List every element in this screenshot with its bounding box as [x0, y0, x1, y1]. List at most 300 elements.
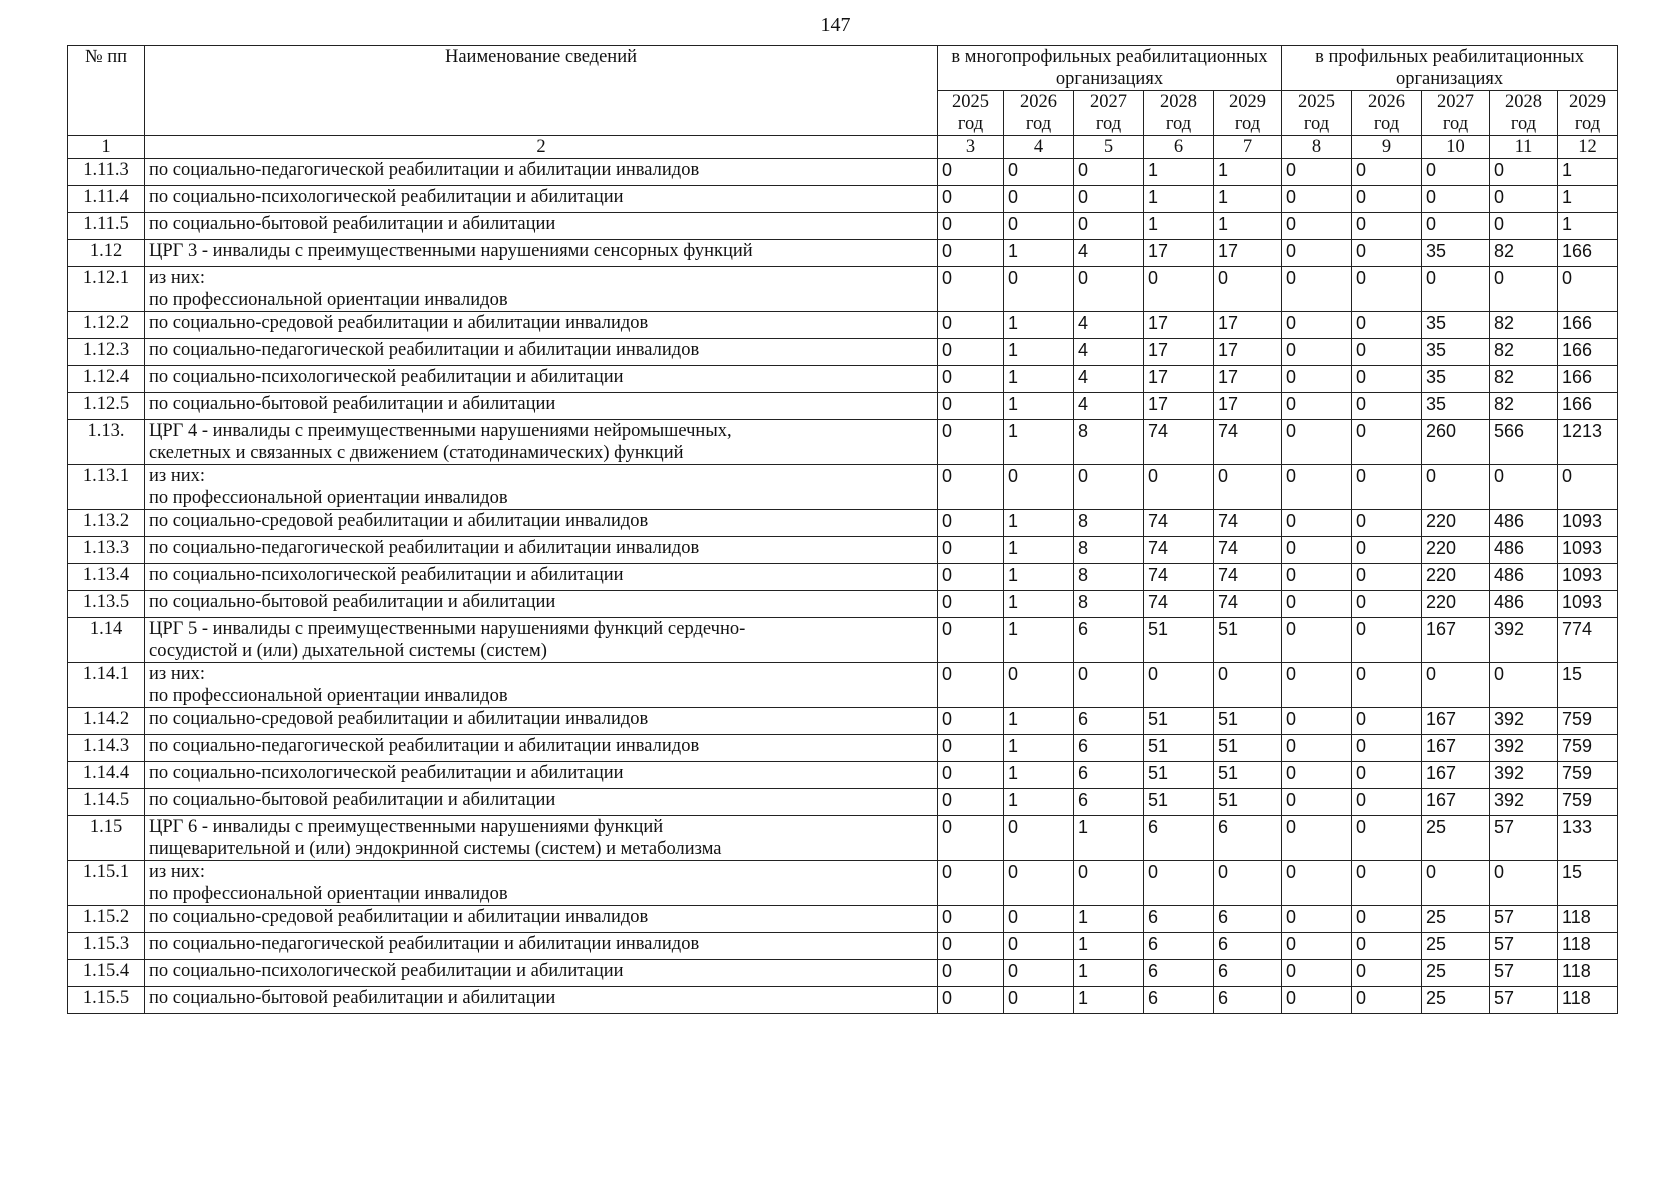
row-name-line: сосудистой и (или) дыхательной системы (систем): [149, 641, 547, 661]
row-name-line: по социально-средовой реабилитации и абилитации инвалидов: [149, 709, 649, 729]
value-cell: 0: [1352, 537, 1422, 564]
value-cell: 51: [1144, 789, 1214, 816]
row-number: 1.15: [68, 816, 145, 861]
column-number: 5: [1074, 136, 1144, 159]
value-cell: 6: [1144, 960, 1214, 987]
value-cell: 6: [1214, 906, 1282, 933]
value-cell: 0: [1352, 393, 1422, 420]
row-name-line: по профессиональной ориентации инвалидов: [149, 290, 508, 310]
value-cell: 0: [1352, 240, 1422, 267]
value-cell: 0: [1074, 465, 1144, 510]
column-number: 7: [1214, 136, 1282, 159]
value-cell: 0: [938, 537, 1004, 564]
value-cell: 167: [1422, 789, 1490, 816]
value-cell: 0: [1352, 789, 1422, 816]
row-name-line: по социально-бытовой реабилитации и абилитации: [149, 592, 556, 612]
value-cell: 0: [1352, 465, 1422, 510]
value-cell: 1: [1004, 240, 1074, 267]
value-cell: 57: [1490, 987, 1558, 1014]
value-cell: 0: [1214, 465, 1282, 510]
column-number: 11: [1490, 136, 1558, 159]
value-cell: 6: [1214, 933, 1282, 960]
value-cell: 0: [938, 510, 1004, 537]
column-number: 9: [1352, 136, 1422, 159]
value-cell: 0: [1144, 663, 1214, 708]
value-cell: 0: [938, 618, 1004, 663]
header-year: 2027 год: [1074, 91, 1144, 136]
value-cell: 17: [1214, 339, 1282, 366]
value-cell: 0: [1490, 186, 1558, 213]
value-cell: 759: [1558, 789, 1618, 816]
column-number: 4: [1004, 136, 1074, 159]
value-cell: 51: [1214, 618, 1282, 663]
value-cell: 0: [1352, 366, 1422, 393]
value-cell: 0: [1352, 312, 1422, 339]
table-row: [68, 339, 1618, 366]
row-name-line: скелетных и связанных с движением (статодинамических) функций: [149, 443, 684, 463]
value-cell: 167: [1422, 762, 1490, 789]
row-name-line: по социально-психологической реабилитации и абилитации: [149, 565, 624, 585]
value-cell: 6: [1074, 708, 1144, 735]
row-number: 1.12.3: [68, 339, 145, 366]
row-name-line: по социально-педагогической реабилитации и абилитации инвалидов: [149, 340, 700, 360]
value-cell: 1093: [1558, 510, 1618, 537]
row-name-line: по социально-бытовой реабилитации и абилитации: [149, 790, 556, 810]
row-name: [145, 393, 938, 420]
row-name-line: по профессиональной ориентации инвалидов: [149, 884, 508, 904]
value-cell: 0: [1352, 987, 1422, 1014]
value-cell: 220: [1422, 591, 1490, 618]
value-cell: 166: [1558, 339, 1618, 366]
value-cell: 8: [1074, 510, 1144, 537]
value-cell: 1: [1004, 762, 1074, 789]
value-cell: 1: [1004, 312, 1074, 339]
value-cell: 1: [1004, 735, 1074, 762]
value-cell: 4: [1074, 393, 1144, 420]
header-group-profile: в профильных реабилитационных организациях: [1282, 46, 1618, 91]
value-cell: 118: [1558, 906, 1618, 933]
value-cell: 0: [1144, 465, 1214, 510]
value-cell: 51: [1144, 618, 1214, 663]
value-cell: 6: [1074, 762, 1144, 789]
value-cell: 1: [1004, 564, 1074, 591]
table-row: [68, 393, 1618, 420]
table-row: [68, 510, 1618, 537]
row-name-line: ЦРГ 5 - инвалиды с преимущественными нарушениями функций сердечно-: [149, 619, 746, 639]
value-cell: 0: [1004, 186, 1074, 213]
value-cell: 260: [1422, 420, 1490, 465]
row-number: 1.13.3: [68, 537, 145, 564]
row-name-line: по социально-психологической реабилитации и абилитации: [149, 367, 624, 387]
value-cell: 1: [1004, 618, 1074, 663]
row-name: [145, 987, 938, 1014]
value-cell: 0: [1352, 186, 1422, 213]
value-cell: 0: [1282, 762, 1352, 789]
value-cell: 166: [1558, 366, 1618, 393]
value-cell: 1093: [1558, 537, 1618, 564]
row-number: 1.13.5: [68, 591, 145, 618]
value-cell: 0: [1352, 735, 1422, 762]
value-cell: 0: [1282, 312, 1352, 339]
header-year: 2029 год: [1214, 91, 1282, 136]
value-cell: 167: [1422, 708, 1490, 735]
value-cell: 0: [1074, 663, 1144, 708]
header-name: Наименование сведений: [145, 46, 938, 136]
value-cell: 0: [1490, 861, 1558, 906]
header-year: 2026 год: [1352, 91, 1422, 136]
value-cell: 759: [1558, 708, 1618, 735]
row-number: 1.12: [68, 240, 145, 267]
column-number: 10: [1422, 136, 1490, 159]
value-cell: 0: [1490, 663, 1558, 708]
value-cell: 1: [1004, 537, 1074, 564]
value-cell: 17: [1214, 240, 1282, 267]
row-name-line: по социально-средовой реабилитации и абилитации инвалидов: [149, 511, 649, 531]
value-cell: 0: [938, 816, 1004, 861]
row-name-line: по социально-психологической реабилитации и абилитации: [149, 763, 624, 783]
value-cell: 1: [1004, 420, 1074, 465]
table-row: [68, 762, 1618, 789]
value-cell: 486: [1490, 537, 1558, 564]
value-cell: 4: [1074, 240, 1144, 267]
row-name-line: из них:: [149, 466, 206, 486]
value-cell: 220: [1422, 537, 1490, 564]
value-cell: 392: [1490, 789, 1558, 816]
value-cell: 74: [1214, 591, 1282, 618]
value-cell: 6: [1074, 789, 1144, 816]
row-name-line: из них:: [149, 664, 206, 684]
row-name: [145, 267, 938, 312]
value-cell: 0: [938, 159, 1004, 186]
value-cell: 6: [1074, 735, 1144, 762]
row-number: 1.15.4: [68, 960, 145, 987]
row-name: [145, 159, 938, 186]
row-number: 1.14: [68, 618, 145, 663]
row-name: [145, 708, 938, 735]
value-cell: 0: [1558, 267, 1618, 312]
value-cell: 74: [1214, 510, 1282, 537]
row-number: 1.12.2: [68, 312, 145, 339]
value-cell: 35: [1422, 312, 1490, 339]
value-cell: 15: [1558, 663, 1618, 708]
value-cell: 0: [1282, 564, 1352, 591]
row-number: 1.14.5: [68, 789, 145, 816]
value-cell: 167: [1422, 618, 1490, 663]
value-cell: 51: [1214, 708, 1282, 735]
table-row: [68, 663, 1618, 708]
value-cell: 0: [1490, 213, 1558, 240]
value-cell: 0: [1352, 906, 1422, 933]
value-cell: 774: [1558, 618, 1618, 663]
table-row: [68, 213, 1618, 240]
value-cell: 1: [1004, 510, 1074, 537]
value-cell: 8: [1074, 537, 1144, 564]
row-name-line: ЦРГ 3 - инвалиды с преимущественными нарушениями сенсорных функций: [149, 241, 753, 261]
value-cell: 0: [938, 312, 1004, 339]
value-cell: 82: [1490, 312, 1558, 339]
row-number: 1.14.3: [68, 735, 145, 762]
value-cell: 0: [1004, 465, 1074, 510]
value-cell: 8: [1074, 591, 1144, 618]
value-cell: 1: [1144, 186, 1214, 213]
row-name: [145, 339, 938, 366]
row-name: [145, 213, 938, 240]
value-cell: 25: [1422, 987, 1490, 1014]
row-name-line: по социально-средовой реабилитации и абилитации инвалидов: [149, 313, 649, 333]
value-cell: 759: [1558, 762, 1618, 789]
row-number: 1.13.4: [68, 564, 145, 591]
value-cell: 25: [1422, 816, 1490, 861]
table-row: [68, 564, 1618, 591]
value-cell: 57: [1490, 816, 1558, 861]
value-cell: 35: [1422, 240, 1490, 267]
value-cell: 51: [1214, 789, 1282, 816]
value-cell: 0: [1352, 510, 1422, 537]
table-body: [68, 159, 1618, 1014]
header-year: 2029 год: [1558, 91, 1618, 136]
value-cell: 6: [1214, 960, 1282, 987]
value-cell: 392: [1490, 735, 1558, 762]
value-cell: 74: [1214, 537, 1282, 564]
row-name: [145, 564, 938, 591]
value-cell: 0: [1074, 861, 1144, 906]
value-cell: 220: [1422, 564, 1490, 591]
row-name: [145, 861, 938, 906]
value-cell: 1: [1004, 393, 1074, 420]
value-cell: 0: [938, 708, 1004, 735]
value-cell: 0: [938, 762, 1004, 789]
row-name-line: по социально-психологической реабилитации и абилитации: [149, 961, 624, 981]
value-cell: 220: [1422, 510, 1490, 537]
value-cell: 0: [938, 267, 1004, 312]
value-cell: 0: [938, 339, 1004, 366]
table-row: [68, 159, 1618, 186]
value-cell: 25: [1422, 906, 1490, 933]
value-cell: 8: [1074, 420, 1144, 465]
value-cell: 0: [1422, 159, 1490, 186]
value-cell: 0: [938, 906, 1004, 933]
value-cell: 57: [1490, 906, 1558, 933]
value-cell: 0: [1282, 240, 1352, 267]
column-numbers-row: [68, 136, 1618, 159]
column-number: 2: [145, 136, 938, 159]
value-cell: 0: [1282, 816, 1352, 861]
header-year: 2025 год: [938, 91, 1004, 136]
value-cell: 74: [1144, 510, 1214, 537]
value-cell: 82: [1490, 339, 1558, 366]
row-name-line: ЦРГ 4 - инвалиды с преимущественными нарушениями нейромышечных,: [149, 421, 732, 441]
value-cell: 0: [938, 960, 1004, 987]
row-name-line: по социально-бытовой реабилитации и абилитации: [149, 988, 556, 1008]
value-cell: 57: [1490, 933, 1558, 960]
value-cell: 0: [1352, 708, 1422, 735]
row-name: [145, 816, 938, 861]
value-cell: 0: [1352, 159, 1422, 186]
value-cell: 4: [1074, 366, 1144, 393]
value-cell: 1: [1074, 816, 1144, 861]
value-cell: 0: [1074, 186, 1144, 213]
value-cell: 0: [938, 591, 1004, 618]
row-name: [145, 960, 938, 987]
value-cell: 17: [1214, 366, 1282, 393]
table-row: [68, 312, 1618, 339]
row-name-line: по социально-средовой реабилитации и абилитации инвалидов: [149, 907, 649, 927]
column-number: 6: [1144, 136, 1214, 159]
value-cell: 1: [1144, 213, 1214, 240]
value-cell: 1: [1558, 213, 1618, 240]
row-name: [145, 906, 938, 933]
value-cell: 4: [1074, 312, 1144, 339]
value-cell: 0: [1352, 267, 1422, 312]
row-name-line: по социально-педагогической реабилитации и абилитации инвалидов: [149, 934, 700, 954]
value-cell: 0: [1144, 861, 1214, 906]
value-cell: 6: [1144, 933, 1214, 960]
value-cell: 6: [1214, 816, 1282, 861]
table-row: [68, 933, 1618, 960]
row-name: [145, 933, 938, 960]
row-number: 1.15.1: [68, 861, 145, 906]
value-cell: 486: [1490, 510, 1558, 537]
value-cell: 0: [1004, 906, 1074, 933]
value-cell: 0: [1074, 267, 1144, 312]
value-cell: 82: [1490, 393, 1558, 420]
table-row: [68, 987, 1618, 1014]
row-number: 1.12.5: [68, 393, 145, 420]
row-name: [145, 537, 938, 564]
row-number: 1.13.2: [68, 510, 145, 537]
row-name-line: по социально-бытовой реабилитации и абилитации: [149, 394, 556, 414]
value-cell: 1: [1214, 159, 1282, 186]
column-number: 12: [1558, 136, 1618, 159]
row-name: [145, 789, 938, 816]
value-cell: 0: [1004, 159, 1074, 186]
row-name-line: по профессиональной ориентации инвалидов: [149, 686, 508, 706]
value-cell: 57: [1490, 960, 1558, 987]
value-cell: 166: [1558, 240, 1618, 267]
row-number: 1.13.: [68, 420, 145, 465]
value-cell: 0: [1282, 465, 1352, 510]
value-cell: 0: [1422, 465, 1490, 510]
value-cell: 166: [1558, 393, 1618, 420]
value-cell: 0: [1004, 987, 1074, 1014]
value-cell: 8: [1074, 564, 1144, 591]
value-cell: 0: [1004, 861, 1074, 906]
value-cell: 35: [1422, 393, 1490, 420]
row-number: 1.12.4: [68, 366, 145, 393]
header-year: 2028 год: [1490, 91, 1558, 136]
header-year: 2027 год: [1422, 91, 1490, 136]
header-num: № пп: [68, 46, 145, 136]
value-cell: 1: [1074, 987, 1144, 1014]
value-cell: 0: [1004, 960, 1074, 987]
value-cell: 0: [1282, 987, 1352, 1014]
value-cell: 0: [1282, 861, 1352, 906]
row-name: [145, 618, 938, 663]
value-cell: 0: [1490, 267, 1558, 312]
row-name: [145, 735, 938, 762]
value-cell: 118: [1558, 987, 1618, 1014]
value-cell: 0: [1282, 618, 1352, 663]
value-cell: 566: [1490, 420, 1558, 465]
value-cell: 0: [1004, 933, 1074, 960]
row-number: 1.11.5: [68, 213, 145, 240]
value-cell: 392: [1490, 762, 1558, 789]
value-cell: 17: [1144, 312, 1214, 339]
value-cell: 0: [1282, 960, 1352, 987]
value-cell: 0: [938, 861, 1004, 906]
row-number: 1.13.1: [68, 465, 145, 510]
value-cell: 759: [1558, 735, 1618, 762]
value-cell: 0: [1422, 861, 1490, 906]
value-cell: 0: [938, 465, 1004, 510]
value-cell: 0: [1282, 366, 1352, 393]
value-cell: 1: [1074, 906, 1144, 933]
value-cell: 0: [1352, 339, 1422, 366]
row-number: 1.12.1: [68, 267, 145, 312]
value-cell: 51: [1144, 735, 1214, 762]
value-cell: 0: [938, 240, 1004, 267]
value-cell: 0: [1352, 933, 1422, 960]
value-cell: 17: [1214, 393, 1282, 420]
value-cell: 17: [1214, 312, 1282, 339]
data-table: [67, 45, 1618, 1014]
value-cell: 6: [1144, 987, 1214, 1014]
value-cell: 0: [1282, 735, 1352, 762]
value-cell: 51: [1214, 762, 1282, 789]
value-cell: 0: [1422, 186, 1490, 213]
value-cell: 392: [1490, 618, 1558, 663]
row-name: [145, 186, 938, 213]
value-cell: 1: [1558, 159, 1618, 186]
value-cell: 0: [1282, 159, 1352, 186]
value-cell: 0: [1004, 213, 1074, 240]
value-cell: 0: [1214, 861, 1282, 906]
value-cell: 1: [1004, 708, 1074, 735]
table-row: [68, 366, 1618, 393]
value-cell: 0: [1282, 393, 1352, 420]
value-cell: 74: [1144, 591, 1214, 618]
value-cell: 0: [938, 186, 1004, 213]
row-name-line: по социально-бытовой реабилитации и абилитации: [149, 214, 556, 234]
value-cell: 0: [1004, 816, 1074, 861]
value-cell: 0: [1352, 618, 1422, 663]
value-cell: 82: [1490, 240, 1558, 267]
value-cell: 1: [1004, 591, 1074, 618]
value-cell: 0: [1422, 663, 1490, 708]
value-cell: 0: [938, 393, 1004, 420]
value-cell: 17: [1144, 393, 1214, 420]
value-cell: 0: [1074, 213, 1144, 240]
row-name-line: пищеварительной и (или) эндокринной системы (систем) и метаболизма: [149, 839, 722, 859]
row-name: [145, 591, 938, 618]
row-number: 1.15.2: [68, 906, 145, 933]
value-cell: 1: [1214, 186, 1282, 213]
row-name: [145, 762, 938, 789]
value-cell: 0: [938, 789, 1004, 816]
value-cell: 392: [1490, 708, 1558, 735]
table-row: [68, 591, 1618, 618]
table-row: [68, 465, 1618, 510]
value-cell: 6: [1144, 906, 1214, 933]
value-cell: 1: [1074, 933, 1144, 960]
value-cell: 74: [1144, 537, 1214, 564]
value-cell: 0: [1490, 159, 1558, 186]
value-cell: 0: [1074, 159, 1144, 186]
value-cell: 6: [1144, 816, 1214, 861]
value-cell: 74: [1144, 564, 1214, 591]
column-number: 3: [938, 136, 1004, 159]
value-cell: 133: [1558, 816, 1618, 861]
